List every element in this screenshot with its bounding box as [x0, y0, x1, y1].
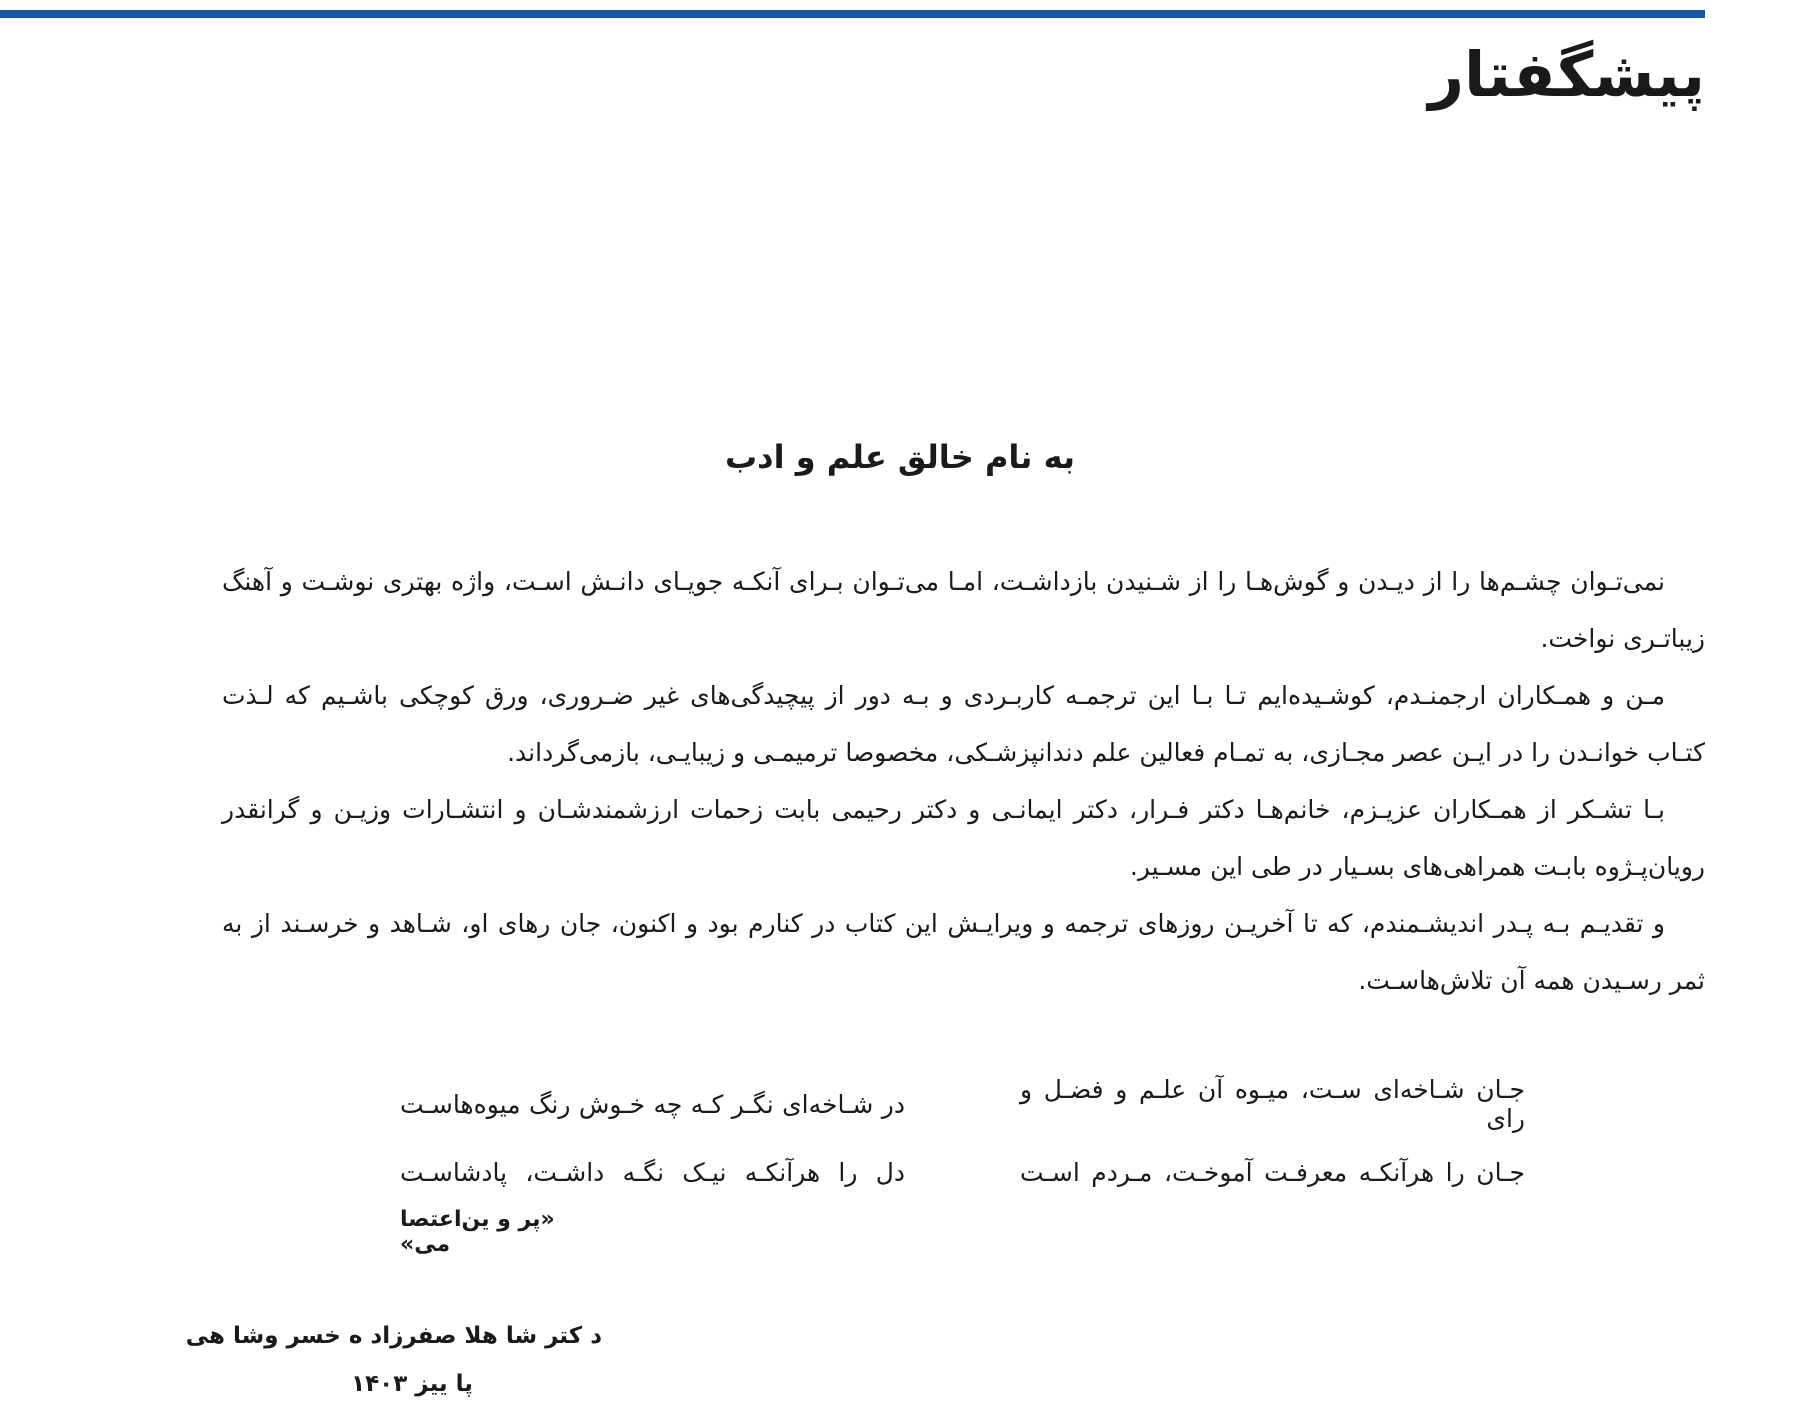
poem-hemistich: جـان را هرآنکـه معرفـت آموخـت، مـردم اسـت: [1020, 1157, 1525, 1187]
chapter-title: پیشگفتار: [1428, 38, 1705, 111]
poem-hemistich: دل را هرآنکـه نیـک نگـه داشـت، پادشاسـت: [400, 1157, 905, 1187]
signature-block: [185, 1312, 602, 1408]
signature-date: پا ییز ۱۴۰۳: [351, 1371, 473, 1397]
paragraph: مـن و همـکاران ارجمنـدم، کوشـیده‌ایم تـا بـا این ترجمـه کاربـردی و بـه دور از پیچیدگی‌های غیر ضـروری، ورق کوچکی باشـیم که لـذت کتـاب خوانـدن را در ایـن عصر مجـازی، به تمـام فعالین علم دندانپزشـکی، مخصوصا ترمیمـی و زیبایـی، بازمی‌گرداند.: [222, 681, 1705, 767]
top-accent-rule: [0, 10, 1705, 18]
poem-couplet: [400, 1138, 1525, 1206]
author-name: د کتر شا هلا صفرزاد ه خسر وشا هی: [185, 1323, 602, 1349]
paragraph: نمی‌تـوان چشـم‌ها را از دیـدن و گوش‌هـا را از شـنیدن بازداشـت، امـا می‌تـوان بـرای آنکـه جویـای دانـش اسـت، واژه بهتری نوشـت و آهنگ زیباتـری نواخت.: [222, 567, 1705, 653]
poem-hemistich: در شـاخه‌ای نگـر کـه چه خـوش رنگ میوه‌هاسـت: [400, 1089, 905, 1119]
paragraph: بـا تشـکر از همـکاران عزیـزم، خانم‌هـا دکتر فـرار، دکتر ایمانـی و دکتر رحیمی بابت زحمات ارزشمندشـان و انتشـارات وزیـن و گرانقدر رویان‌پـژوه بابـت همراهی‌های بسـیار در طی این مسـیر.: [222, 795, 1705, 881]
poem-hemistich: جـان شـاخه‌ای سـت، میـوه آن علـم و فضـل و رای: [1020, 1075, 1525, 1133]
poet-attribution: «پر و ین‌اعتصا می»: [400, 1207, 555, 1257]
poem-couplet: [400, 1070, 1525, 1138]
dedication-heading: به نام خالق علم و ادب: [725, 438, 1075, 476]
paragraph: و تقدیـم بـه پـدر اندیشـمندم، که تا آخریـن روزهای ترجمه و ویرایـش این کتاب در کنارم بود و اکنون، جان رهای او، شـاهد و خرسـند از به ثمر رسـیدن همه آن تلاش‌هاسـت.: [222, 909, 1705, 995]
poem-verses: [400, 1070, 1525, 1206]
preface-body: [222, 553, 1705, 1009]
